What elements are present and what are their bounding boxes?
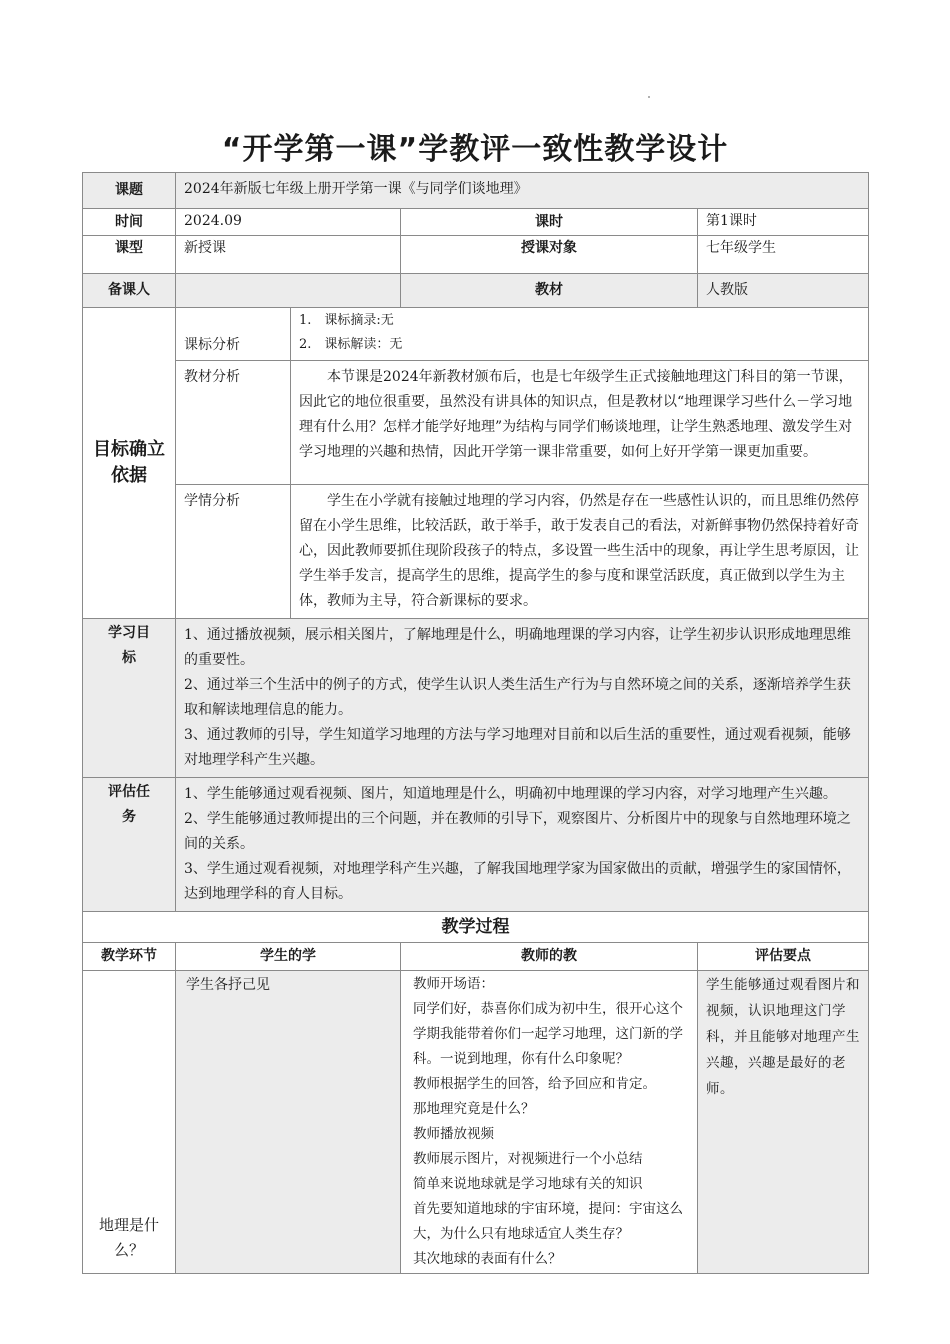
teacher-line: 教师展示图片，对视频进行一个小总结 xyxy=(413,1151,643,1167)
process-title-row xyxy=(83,912,869,943)
evaluation-points: 学生能够通过观看图片和视频，认识地理这门学科，并且能够对地理产生兴趣，兴趣是最好的老师。 xyxy=(698,971,869,1274)
audience-label: 授课对象 xyxy=(401,236,698,274)
assessment-item: 3、学生通过观看视频，对地理学科产生兴趣，了解我国地理学家为国家做出的贡献，增强学生的家国情怀，达到地理学科的育人目标。 xyxy=(184,861,851,902)
teacher-line: 教师根据学生的回答，给予回应和肯定。 xyxy=(413,1076,656,1092)
student-activity: 学生各抒己见 xyxy=(176,971,401,1274)
assessment-content xyxy=(176,778,869,912)
teacher-line: 首先要知道地球的宇宙环境，提问：宇宙这么大，为什么只有地球适宜人类生存？ xyxy=(413,1201,683,1242)
student-analysis-text: 学生在小学就有接触过地理的学习内容，仍然是存在一些感性认识的，而且思维仍然停留在小学生思维，比较活跃，敢于举手，敢于发表自己的看法，对新鲜事物仍然保持着好奇心，因此教师要抓住现阶段孩子的特点，多设置一些生活中的现象，再让学生思考原因，让学生举手发言，提高学生的思维，提高学生的参与度和课堂活跃度，真正做到以学生为主体，教师为主导，符合新课标的要求。 xyxy=(291,485,869,619)
time-label: 时间 xyxy=(83,209,176,236)
assessment-row xyxy=(83,778,869,912)
goal-item: 3、通过教师的引导，学生知道学习地理的方法与学习地理对目前和以后生活的重要性，通过观看视频，能够对地理学科产生兴趣。 xyxy=(184,727,851,768)
preparer-value xyxy=(176,274,401,308)
teacher-line: 同学们好，恭喜你们成为初中生，很开心这个学期我能带着你们一起学习地理，这门新的学科。一说到地理，你有什么印象呢？ xyxy=(413,1001,683,1067)
textbook-analysis-label: 教材分析 xyxy=(176,361,291,485)
textbook-value: 人教版 xyxy=(698,274,869,308)
textbook-label: 教材 xyxy=(401,274,698,308)
period-label: 课时 xyxy=(401,209,698,236)
student-analysis-row xyxy=(83,485,869,619)
process-title: 教学过程 xyxy=(83,912,869,943)
header-teacher: 教师的教 xyxy=(401,943,698,971)
process-header-row xyxy=(83,943,869,971)
goal-item: 1、通过播放视频，展示相关图片，了解地理是什么，明确地理课的学习内容，让学生初步认识形成地理思维的重要性。 xyxy=(184,627,851,668)
period-value: 第1课时 xyxy=(698,209,869,236)
header-stage: 教学环节 xyxy=(83,943,176,971)
teacher-line: 那地理究竟是什么？ xyxy=(413,1101,535,1117)
header-evaluation: 评估要点 xyxy=(698,943,869,971)
goals-label: 学习目标 xyxy=(83,619,176,778)
basis-label: 目标确立依据 xyxy=(83,308,176,619)
teacher-activity xyxy=(401,971,698,1274)
header-student: 学生的学 xyxy=(176,943,401,971)
teacher-line: 教师开场语： xyxy=(413,976,494,992)
process-row xyxy=(83,971,869,1274)
stage-cell: 地理是什么？ xyxy=(83,971,176,1274)
teacher-line: 教师播放视频 xyxy=(413,1126,494,1142)
textbook-analysis-text: 本节课是2024年新教材颁布后，也是七年级学生正式接触地理这门科目的第一节课，因此它的地位很重要，虽然没有讲具体的知识点，但是教材以“地理课学习些什么－学习地理有什么用？怎样才能学好地理”为结构与同学们畅谈地理，让学生熟悉地理、激发学生对学习地理的兴趣和热情，因此开学第一课非常重要，如何上好开学第一课更加重要。 xyxy=(291,361,869,485)
type-row xyxy=(83,236,869,274)
preparer-label: 备课人 xyxy=(83,274,176,308)
preparer-row xyxy=(83,274,869,308)
standards-item: 2. 课标解读：无 xyxy=(299,337,403,352)
student-analysis-label: 学情分析 xyxy=(176,485,291,619)
standards-content xyxy=(291,308,869,361)
type-value: 新授课 xyxy=(176,236,401,274)
teacher-line: 其次地球的表面有什么？ xyxy=(413,1251,562,1267)
type-label: 课型 xyxy=(83,236,176,274)
assessment-item: 2、学生能够通过教师提出的三个问题，并在教师的引导下，观察图片、分析图片中的现象与自然地理环境之间的关系。 xyxy=(184,811,851,852)
page-speck xyxy=(648,96,650,98)
topic-value: 2024年新版七年级上册开学第一课《与同学们谈地理》 xyxy=(176,173,869,209)
goals-row xyxy=(83,619,869,778)
time-value: 2024.09 xyxy=(176,209,401,236)
audience-value: 七年级学生 xyxy=(698,236,869,274)
page-title: “开学第一课”学教评一致性教学设计 xyxy=(221,132,729,167)
topic-row xyxy=(83,173,869,209)
assessment-item: 1、学生能够通过观看视频、图片，知道地理是什么，明确初中地理课的学习内容，对学习地理产生兴趣。 xyxy=(184,786,837,802)
assessment-label: 评估任务 xyxy=(83,778,176,912)
textbook-analysis-row xyxy=(83,361,869,485)
topic-label: 课题 xyxy=(83,173,176,209)
lesson-plan-table xyxy=(82,172,869,1274)
standards-item: 1. 课标摘录:无 xyxy=(299,313,394,328)
goals-content xyxy=(176,619,869,778)
standards-label: 课标分析 xyxy=(176,308,291,361)
teacher-line: 简单来说地球就是学习地球有关的知识 xyxy=(413,1176,643,1192)
goal-item: 2、通过举三个生活中的例子的方式，使学生认识人类生活生产行为与自然环境之间的关系，逐渐培养学生获取和解读地理信息的能力。 xyxy=(184,677,851,718)
standards-row xyxy=(83,308,869,361)
time-row xyxy=(83,209,869,236)
